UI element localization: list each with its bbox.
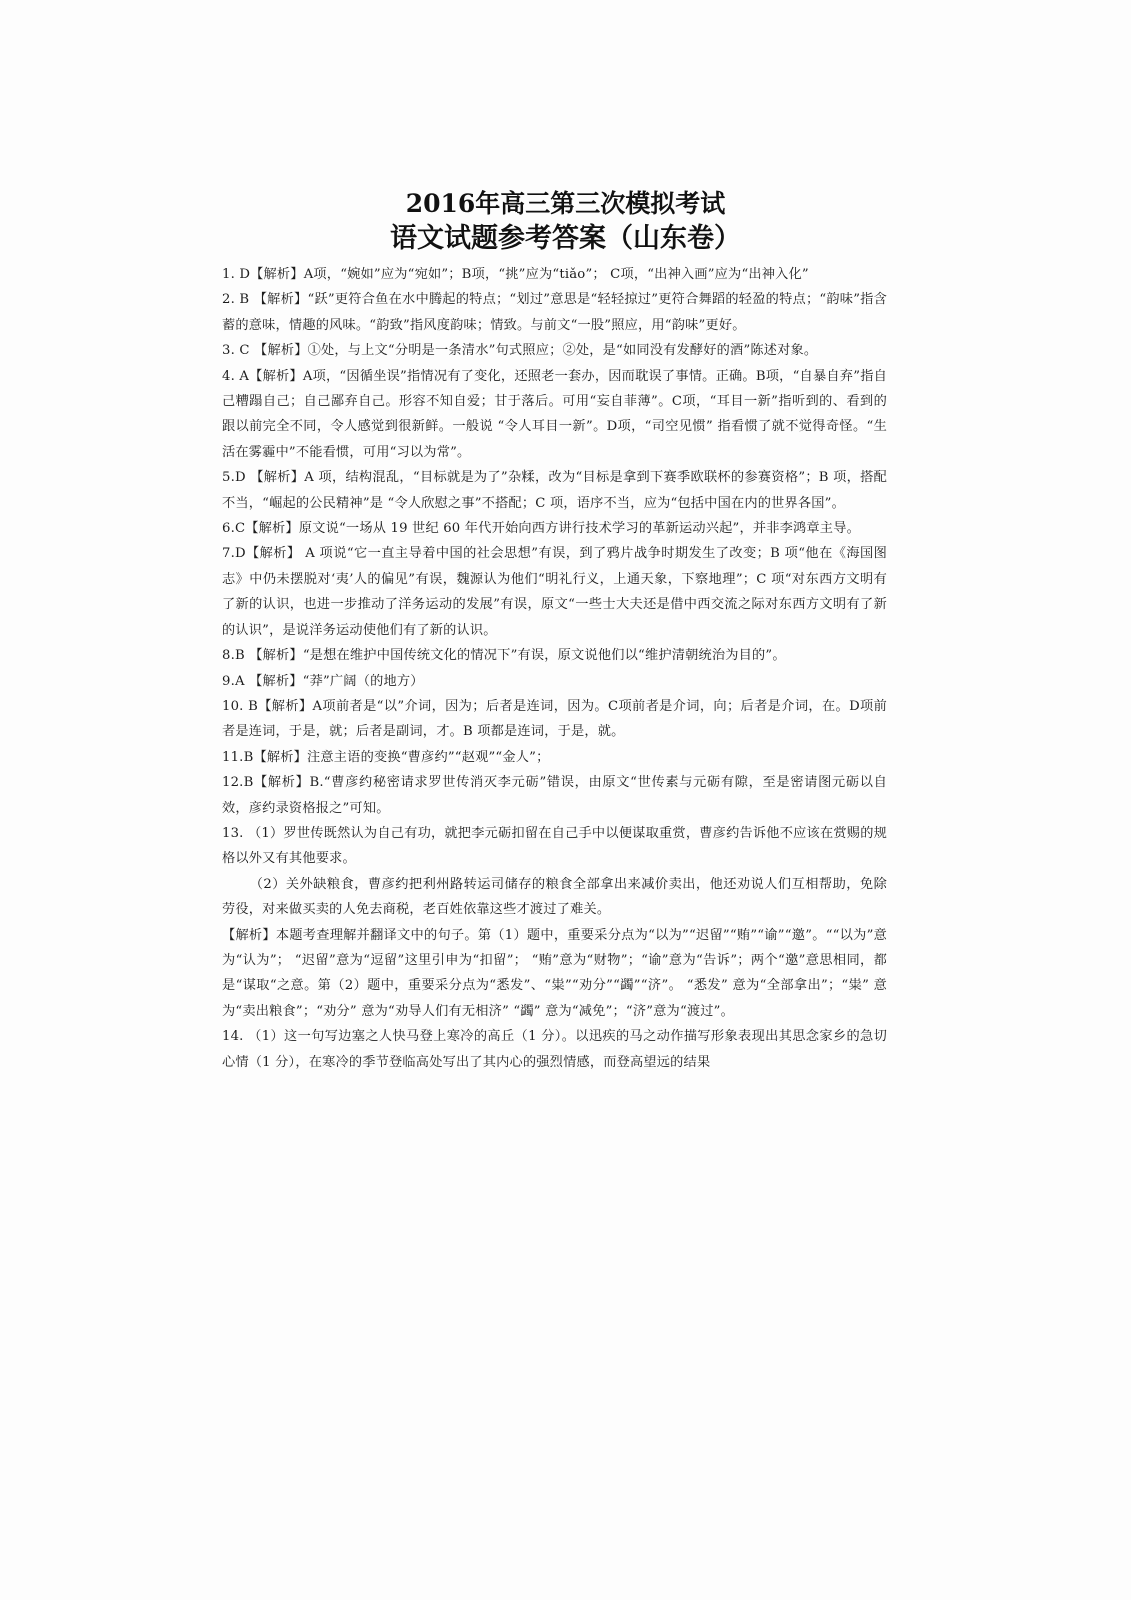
answer-paragraph: 1. D【解析】A项，“婉如”应为“宛如”；B项，“挑”应为“tiǎo”； C项，“出神入画”应为“出神入化” [222, 267, 809, 282]
answer-paragraph: 10. B【解析】A项前者是“以”介词，因为；后者是连词，因为。C项前者是介词，向；后者是介词，在。D项前者是连词，于是，就；后者是副词，才。B 项都是连词，于是，就。 [222, 698, 887, 740]
answer-paragraph: 12.B【解析】B.“曹彦约秘密请求罗世传消灭李元砺”错误，由原文“世传素与元砺有隙，至是密请图元砺以自效，彦约录资格报之”可知。 [222, 775, 887, 816]
answer-paragraph: 8.B 【解析】“是想在维护中国传统文化的情况下”有误，原文说他们以“维护清朝统治为目的”。 [222, 648, 786, 664]
answer-paragraph: 【解析】本题考查理解并翻译文中的句子。第（1）题中，重要采分点为“以为”“迟留”“贿”“谕”“邀”。““以为”意为“认为”； “迟留”意为“逗留”这里引申为“扣留”； “贿”意为“财物”；“谕”意为“告诉”；两个“邀”意思相同，都是“谋取“之意。第（2）题中，重要采分点为“悉发”、“粜”“劝分”“蠲”“济”。 “悉发” 意为“全部拿出”；“粜” 意为“卖出粮食”；“劝分” 意为“劝导人们有无相济” “蠲” 意为“减免”；“济”意为“渡过”。 [222, 927, 887, 1019]
document-header [0, 186, 1131, 257]
answer-paragraph: 3. C 【解析】①处，与上文“分明是一条清水”句式照应；②处，是“如同没有发酵好的酒”陈述对象。 [222, 343, 818, 359]
answer-paragraph: 13. （1）罗世传既然认为自己有功，就把李元砺扣留在自己手中以便谋取重赏，曹彦约告诉他不应该在赏赐的规格以外又有其他要求。 [222, 825, 887, 867]
answer-paragraph: 14. （1）这一句写边塞之人快马登上寒冷的高丘（1 分）。以迅疾的马之动作描写形象表现出其思念家乡的急切心情（1 分），在寒冷的季节登临高处写出了其内心的强烈情感，而登高望远的结果 [222, 1029, 887, 1070]
answer-paragraph: （2）关外缺粮食，曹彦约把利州路转运司储存的粮食全部拿出来减价卖出，他还劝说人们互相帮助，免除劳役，对来做买卖的人免去商税，老百姓依靠这些才渡过了难关。 [222, 876, 887, 918]
answer-key-title: 语文试题参考答案（山东卷） [390, 223, 741, 254]
answer-paragraph: 4. A【解析】A项，“因循坐误”指情况有了变化，还照老一套办，因而耽误了事情。正确。B项，“自暴自弃”指自己糟蹋自己；自己鄙弃自己。形容不知自爱；甘于落后。可用“妄自菲薄”。C项，“耳目一新”指听到的、看到的跟以前完全不同，令人感觉到很新鲜。一般说 “令人耳目一新”。D项，“司空见惯” 指看惯了就不觉得奇怪。“生活在雾霾中”不能看惯，可用“习以为常”。 [222, 368, 887, 460]
answer-key-body [222, 262, 887, 1075]
answer-paragraph: 2. B 【解析】“跃”更符合鱼在水中腾起的特点；“划过”意思是“轻轻掠过”更符合舞蹈的轻盈的特点；“韵味”指含蓄的意味，情趣的风味。“韵致”指风度韵味；情致。与前文“一股”照应，用“韵味”更好。 [222, 292, 887, 333]
answer-paragraph: 9.A 【解析】“莽”广阔（的地方） [222, 673, 424, 689]
answer-paragraph: 5.D 【解析】A 项，结构混乱，“目标就是为了”杂糅，改为“目标是拿到下赛季欧联杯的参赛资格”；B 项，搭配不当，“崛起的公民精神”是 “令人欣慰之事”不搭配；C 项，语序不当，应为“包括中国在内的世界各国”。 [222, 470, 887, 511]
answer-paragraph: 11.B【解析】注意主语的变换“曹彦约”“赵观”“金人”； [222, 749, 550, 765]
answer-paragraph: 7.D【解析】 A 项说“它一直主导着中国的社会思想”有误，到了鸦片战争时期发生了改变；B 项“他在《海国图志》中仍未摆脱对‘夷’人的偏见”有误，魏源认为他们“明礼行义，上通天象，下察地理”；C 项“对东西方文明有了新的认识，也进一步推动了洋务运动的发展”有误，原文“一些士大夫还是借中西交流之际对东西方文明有了新的认识”，是说洋务运动使他们有了新的认识。 [222, 546, 887, 638]
answer-paragraph: 6.C【解析】原文说“一场从 19 世纪 60 年代开始向西方讲行技术学习的革新运动兴起”，并非李鸿章主导。 [222, 521, 860, 537]
exam-title: 2016年高三第三次模拟考试 [405, 189, 726, 218]
